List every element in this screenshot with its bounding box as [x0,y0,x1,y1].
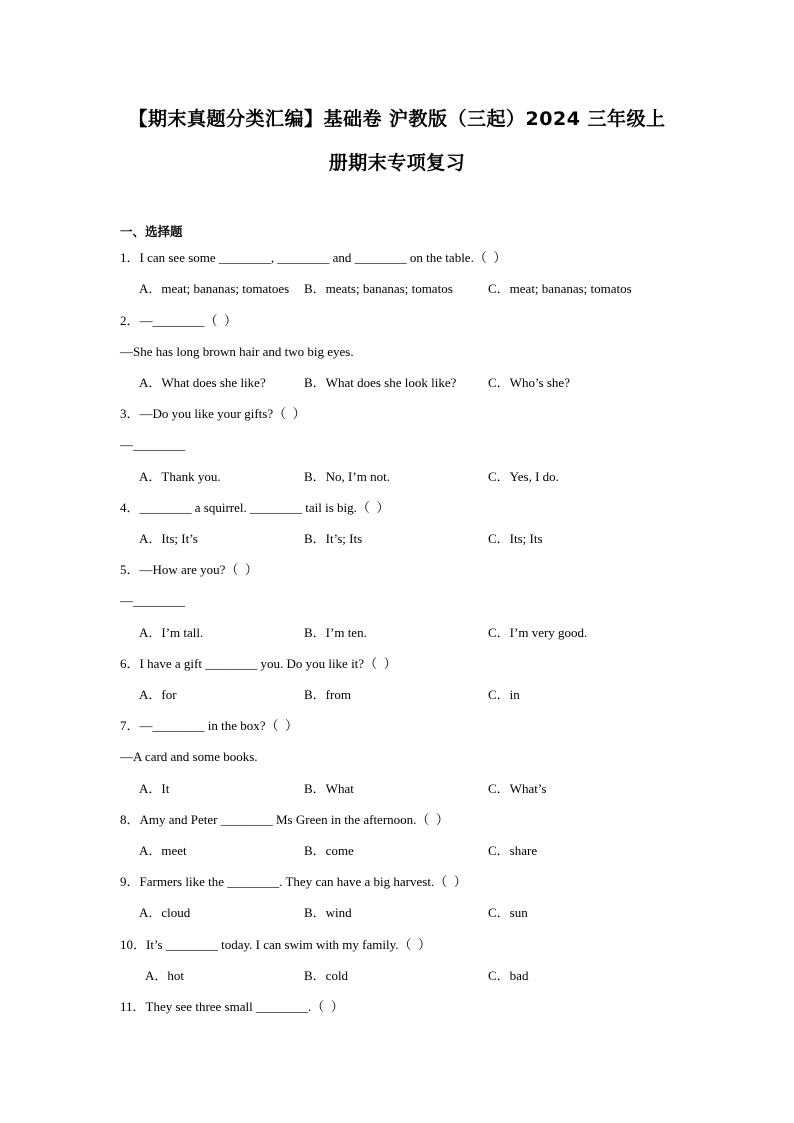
question-4-stem: 4．________ a squirrel. ________ tail is big.（ ） [120,500,390,515]
option-b[interactable]: B．come [304,843,354,858]
option-b[interactable]: B．It’s; Its [304,531,363,546]
option-b[interactable]: B．cold [304,968,349,983]
document-title-line-1: 【期末真题分类汇编】基础卷 沪教版（三起）2024 三年级上 [128,108,666,130]
option-a[interactable]: A．for [139,687,177,702]
option-c[interactable]: C．I’m very good. [488,625,588,640]
option-c[interactable]: C．sun [488,905,528,920]
option-c[interactable]: C．Who’s she? [488,375,570,390]
question-9-stem: 9．Farmers like the ________. They can have a big harvest.（ ） [120,874,467,889]
question-2-stem: 2．—________（ ） [120,313,238,328]
question-7-dialogue: —A card and some books. [120,749,258,764]
question-10-options [145,968,705,984]
option-b[interactable]: B．I’m ten. [304,625,367,640]
option-b[interactable]: B．What [304,781,354,796]
question-6-options [139,687,699,703]
option-c[interactable]: C．meat; bananas; tomatos [488,281,632,296]
question-11-stem: 11．They see three small ________.（ ） [120,999,344,1014]
option-b[interactable]: B．from [304,687,351,702]
question-5-options [139,625,699,641]
question-9-options [139,905,699,921]
section-heading: 一、选择题 [120,224,183,239]
question-4-options [139,531,699,547]
question-8-options [139,843,699,859]
option-a[interactable]: A．meat; bananas; tomatoes [139,281,290,296]
option-a[interactable]: A．Thank you. [139,469,221,484]
question-2-options [139,375,699,391]
option-a[interactable]: A．meet [139,843,187,858]
option-a[interactable]: A．Its; It’s [139,531,198,546]
question-6-stem: 6．I have a gift ________ you. Do you like it?（ ） [120,656,397,671]
option-a[interactable]: A．I’m tall. [139,625,204,640]
question-3-options [139,469,699,485]
question-1-options [139,281,699,297]
option-c[interactable]: C．What’s [488,781,547,796]
document-title-line-2: 册期末专项复习 [328,152,466,174]
option-c[interactable]: C．Its; Its [488,531,543,546]
option-c[interactable]: C．in [488,687,520,702]
option-b[interactable]: B．No, I’m not. [304,469,390,484]
question-2-dialogue: —She has long brown hair and two big eyes. [120,344,354,359]
option-a[interactable]: A．hot [145,968,185,983]
option-c[interactable]: C．share [488,843,538,858]
question-5-dialogue: —________ [120,593,185,608]
option-a[interactable]: A．cloud [139,905,191,920]
question-3-stem: 3．—Do you like your gifts?（ ） [120,406,306,421]
question-8-stem: 8．Amy and Peter ________ Ms Green in the afternoon.（ ） [120,812,449,827]
question-7-options [139,781,699,797]
question-7-stem: 7．—________ in the box?（ ） [120,718,299,733]
option-b[interactable]: B．What does she look like? [304,375,457,390]
option-c[interactable]: C．bad [488,968,529,983]
option-b[interactable]: B．meats; bananas; tomatos [304,281,453,296]
question-1-stem: 1．I can see some ________, ________ and ________ on the table.（ ） [120,250,507,265]
option-a[interactable]: A．What does she like? [139,375,266,390]
option-b[interactable]: B．wind [304,905,352,920]
option-c[interactable]: C．Yes, I do. [488,469,559,484]
question-10-stem: 10．It’s ________ today. I can swim with my family.（ ） [120,937,432,952]
question-3-dialogue: —________ [120,437,185,452]
question-5-stem: 5．—How are you?（ ） [120,562,258,577]
option-a[interactable]: A．It [139,781,170,796]
